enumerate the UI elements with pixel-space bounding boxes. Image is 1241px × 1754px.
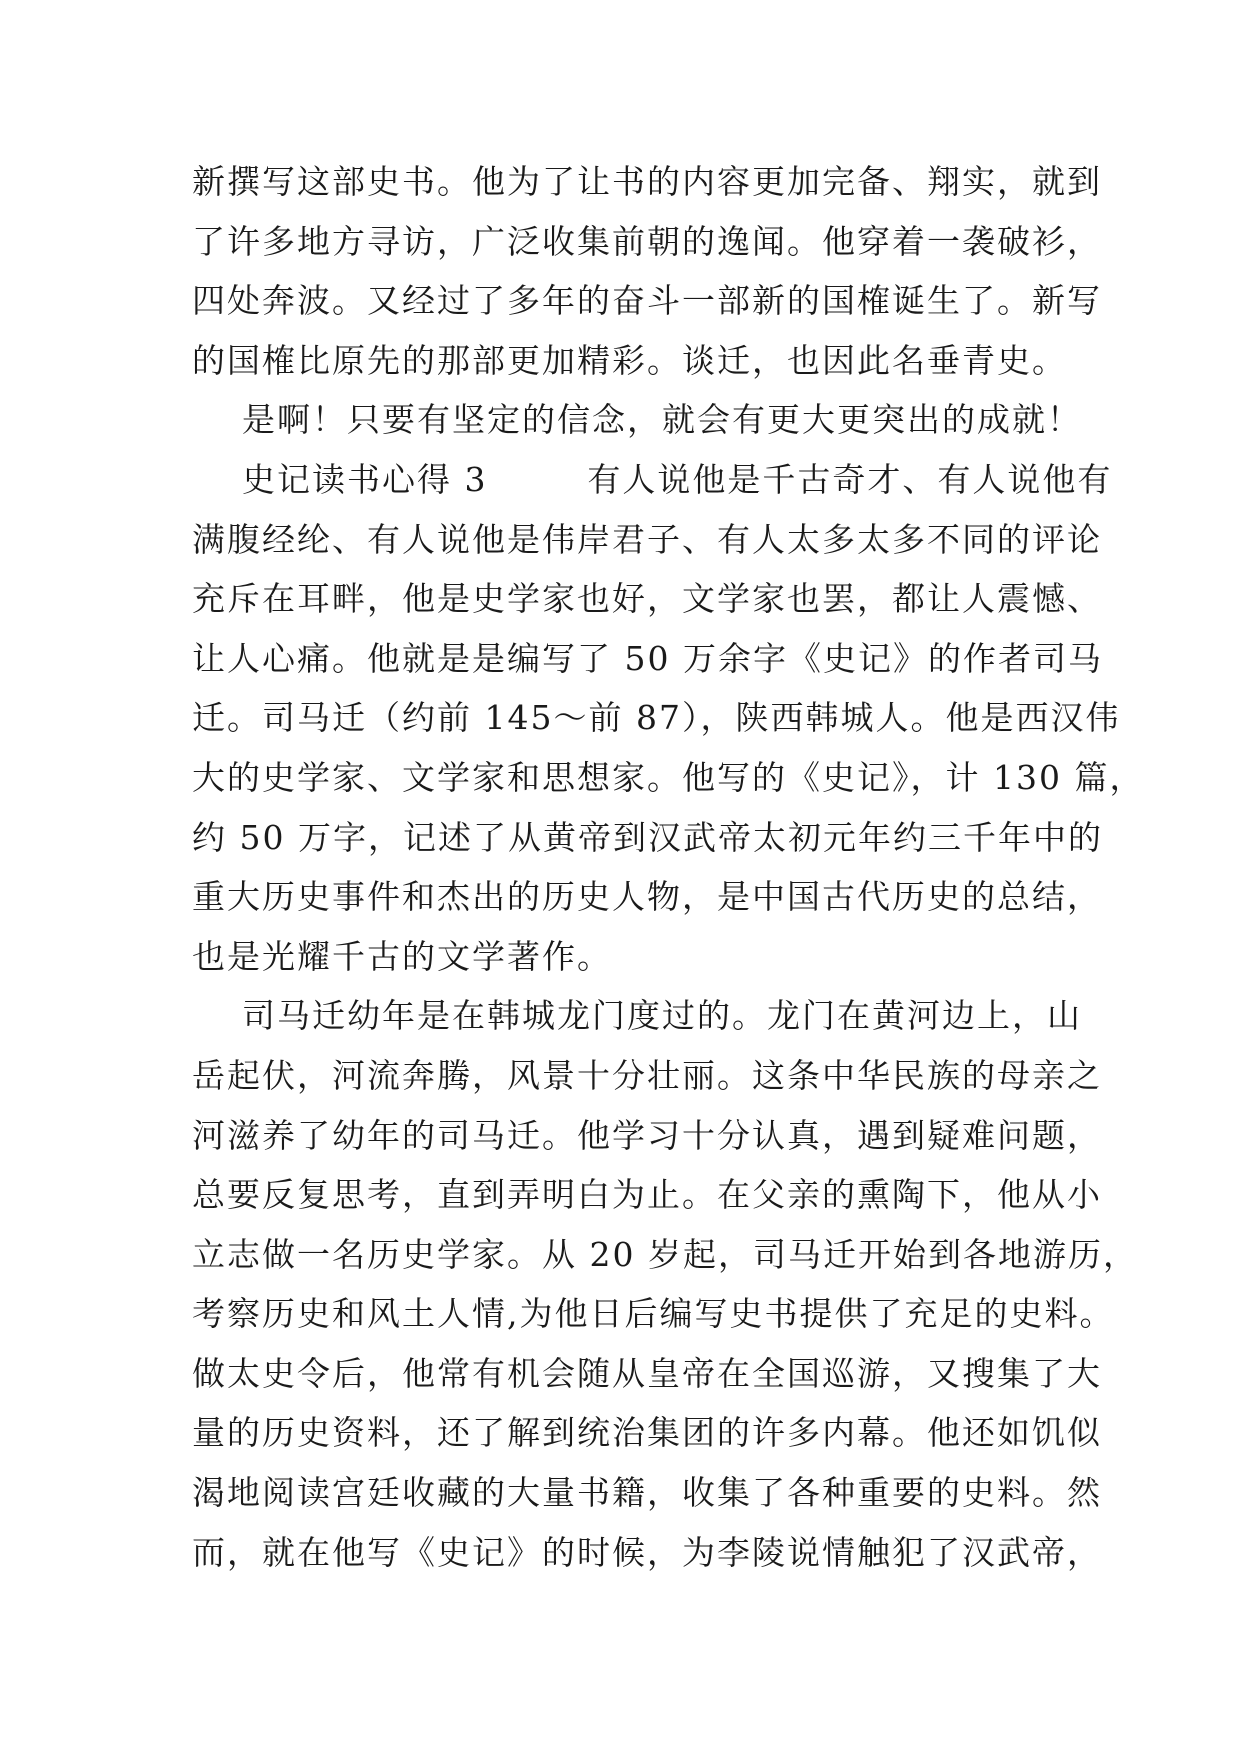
text-line: 约 50 万字，记述了从黄帝到汉武帝太初元年约三千年中的 <box>192 817 1103 857</box>
text-line: 做太史令后，他常有机会随从皇帝在全国巡游，又搜集了大 <box>192 1353 1102 1393</box>
text-line: 而，就在他写《史记》的时候，为李陵说情触犯了汉武帝， <box>192 1532 1102 1572</box>
text-line: 大的史学家、文学家和思想家。他写的《史记》，计 130 篇， <box>192 757 1145 797</box>
text-line: 充斥在耳畔，他是史学家也好，文学家也罢，都让人震憾、 <box>192 579 1102 619</box>
text-line: 满腹经纶、有人说他是伟岸君子、有人太多太多不同的评论 <box>192 519 1102 559</box>
text-line: 司马迁幼年是在韩城龙门度过的。龙门在黄河边上，山 <box>192 996 1082 1036</box>
body-text <box>192 152 1145 1582</box>
text-line: 渴地阅读宫廷收藏的大量书籍，收集了各种重要的史料。然 <box>192 1473 1102 1513</box>
text-line: 四处奔波。又经过了多年的奋斗一部新的国榷诞生了。新写 <box>192 281 1102 321</box>
text-line: 立志做一名历史学家。从 20 岁起，司马迁开始到各地游历， <box>192 1234 1138 1274</box>
text-line: 迁。司马迁（约前 145～前 87），陕西韩城人。他是西汉伟 <box>192 698 1121 738</box>
text-line: 了许多地方寻访，广泛收集前朝的逸闻。他穿着一袭破衫， <box>192 221 1102 261</box>
text-line: 也是光耀千古的文学著作。 <box>192 936 612 976</box>
text-line: 史记读书心得 3 有人说他是千古奇才、有人说他有 <box>192 459 1113 499</box>
text-line: 河滋养了幼年的司马迁。他学习十分认真，遇到疑难问题， <box>192 1115 1102 1155</box>
text-line: 岳起伏，河流奔腾，风景十分壮丽。这条中华民族的母亲之 <box>192 1055 1102 1095</box>
text-line: 新撰写这部史书。他为了让书的内容更加完备、翔实，就到 <box>192 162 1102 201</box>
text-line: 是啊！只要有坚定的信念，就会有更大更突出的成就！ <box>192 400 1082 440</box>
text-line: 重大历史事件和杰出的历史人物，是中国古代历史的总结， <box>192 877 1102 917</box>
text-line: 总要反复思考，直到弄明白为止。在父亲的熏陶下，他从小 <box>192 1175 1102 1215</box>
text-line: 让人心痛。他就是是编写了 50 万余字《史记》的作者司马 <box>192 638 1103 678</box>
text-line: 考察历史和风土人情,为他日后编写史书提供了充足的史料。 <box>192 1294 1115 1334</box>
text-line: 量的历史资料，还了解到统治集团的许多内幕。他还如饥似 <box>192 1413 1102 1453</box>
text-line: 的国榷比原先的那部更加精彩。谈迁，也因此名垂青史。 <box>192 340 1067 380</box>
